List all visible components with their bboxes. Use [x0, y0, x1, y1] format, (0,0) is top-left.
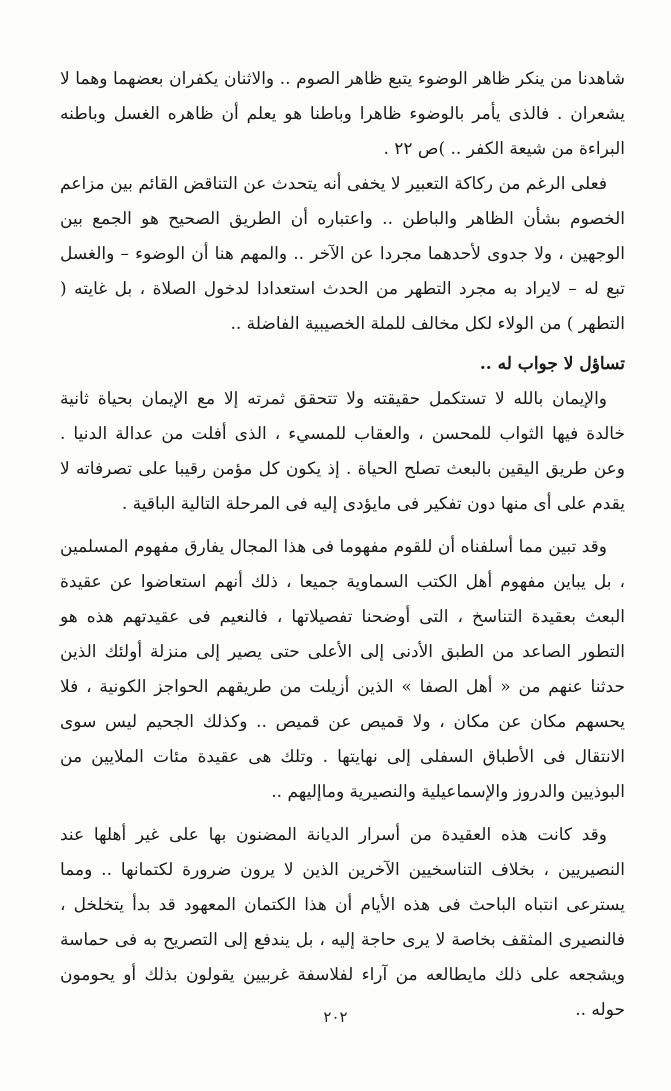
- page-body: [60, 62, 625, 1028]
- paragraph-commentary: فعلى الرغم من ركاكة التعبير لا يخفى أنه يتحدث عن التناقض القائم بين مزاعم الخصوم بشأن الظاهر والباطن .. واعتباره أن الطريق الصحيح هو الجمع بين الوجهين ، ولا جدوى لأحدهما مجردا عن الآخر .. والمهم هنا أن الوضوء – والغسل تبع له – لايراد به مجرد التطهر من الحدث استعدادا لدخول الصلاة ، بل غايته ( التطهر ) من الولاء لكل مخالف للملة الخصيبية الفاضلة ..: [60, 174, 625, 334]
- paragraph-secrecy: وقد كانت هذه العقيدة من أسرار الديانة المضنون بها على غير أهلها عند النصيريين ، بخلاف التناسخيين الآخرين الذين لا يرون ضرورة لكتمانها .. ومما يسترعى انتباه الباحث فى هذه الأيام أن هذا الكتمان المعهود قد بدأ يتخلخل ، فالنصيرى المثقف بخاصة لا يرى حاجة إليه ، بل يندفع إلى التصريح به فى حماسة ويشجعه على ذلك مايطالعه من آراء لفلاسفة غربيين يقولون بذلك أو يحومون حوله ..: [60, 825, 625, 1020]
- paragraph-faith: والإيمان بالله لا تستكمل حقيقته ولا تتحقق ثمرته إلا مع الإيمان بحياة ثانية خالدة فيها الثواب للمحسن ، والعقاب للمسيء ، الذى أفلت من عدالة الدنيا . وعن طريق اليقين بالبعث تصلح الحياة . إذ يكون كل مؤمن رقيبا على تصرفاته لا يقدم على أى منها دون تفكير فى مايؤدى إليه فى المرحلة التالية الباقية .: [60, 389, 625, 514]
- paragraph-quote-ending: شاهدنا من ينكر ظاهر الوضوء يتبع ظاهر الصوم .. والاثنان يكفران بعضهما وهما لا يشعران . فالذى يأمر بالوضوء ظاهرا وباطنا هو يعلم أن ظاهره الغسل وباطنه البراءة من شيعة الكفر .. )ص ٢٢ .: [60, 69, 625, 159]
- section-heading: تساؤل لا جواب له ..: [479, 354, 625, 374]
- paragraph-reincarnation: وقد تبين مما أسلفناه أن للقوم مفهوما فى هذا المجال يفارق مفهوم المسلمين ، بل يباين مفهوم أهل الكتب السماوية جميعا ، ذلك أنهم استعاضوا عن عقيدة البعث بعقيدة التناسخ ، التى أوضحنا تفصيلاتها ، فالنعيم فى عقيدتهم هذه هو التطور الصاعد من الطبق الأدنى إلى الأعلى حتى يصير إلى منزلة أولئك الذين حدثنا عنهم من « أهل الصفا » الذين أزيلت من طريقهم الحواجز الكونية ، فلا يحسهم مكان عن مكان ، ولا قميص عن قميص .. وكذلك الجحيم ليس سوى الانتقال فى الأطباق السفلى إلى نهايتها . وتلك هى عقيدة مئات الملايين من البوذيين والدروز والإسماعيلية والنصيرية وماإليهم ..: [60, 537, 625, 802]
- page-number: ٢٠٢: [323, 1008, 348, 1026]
